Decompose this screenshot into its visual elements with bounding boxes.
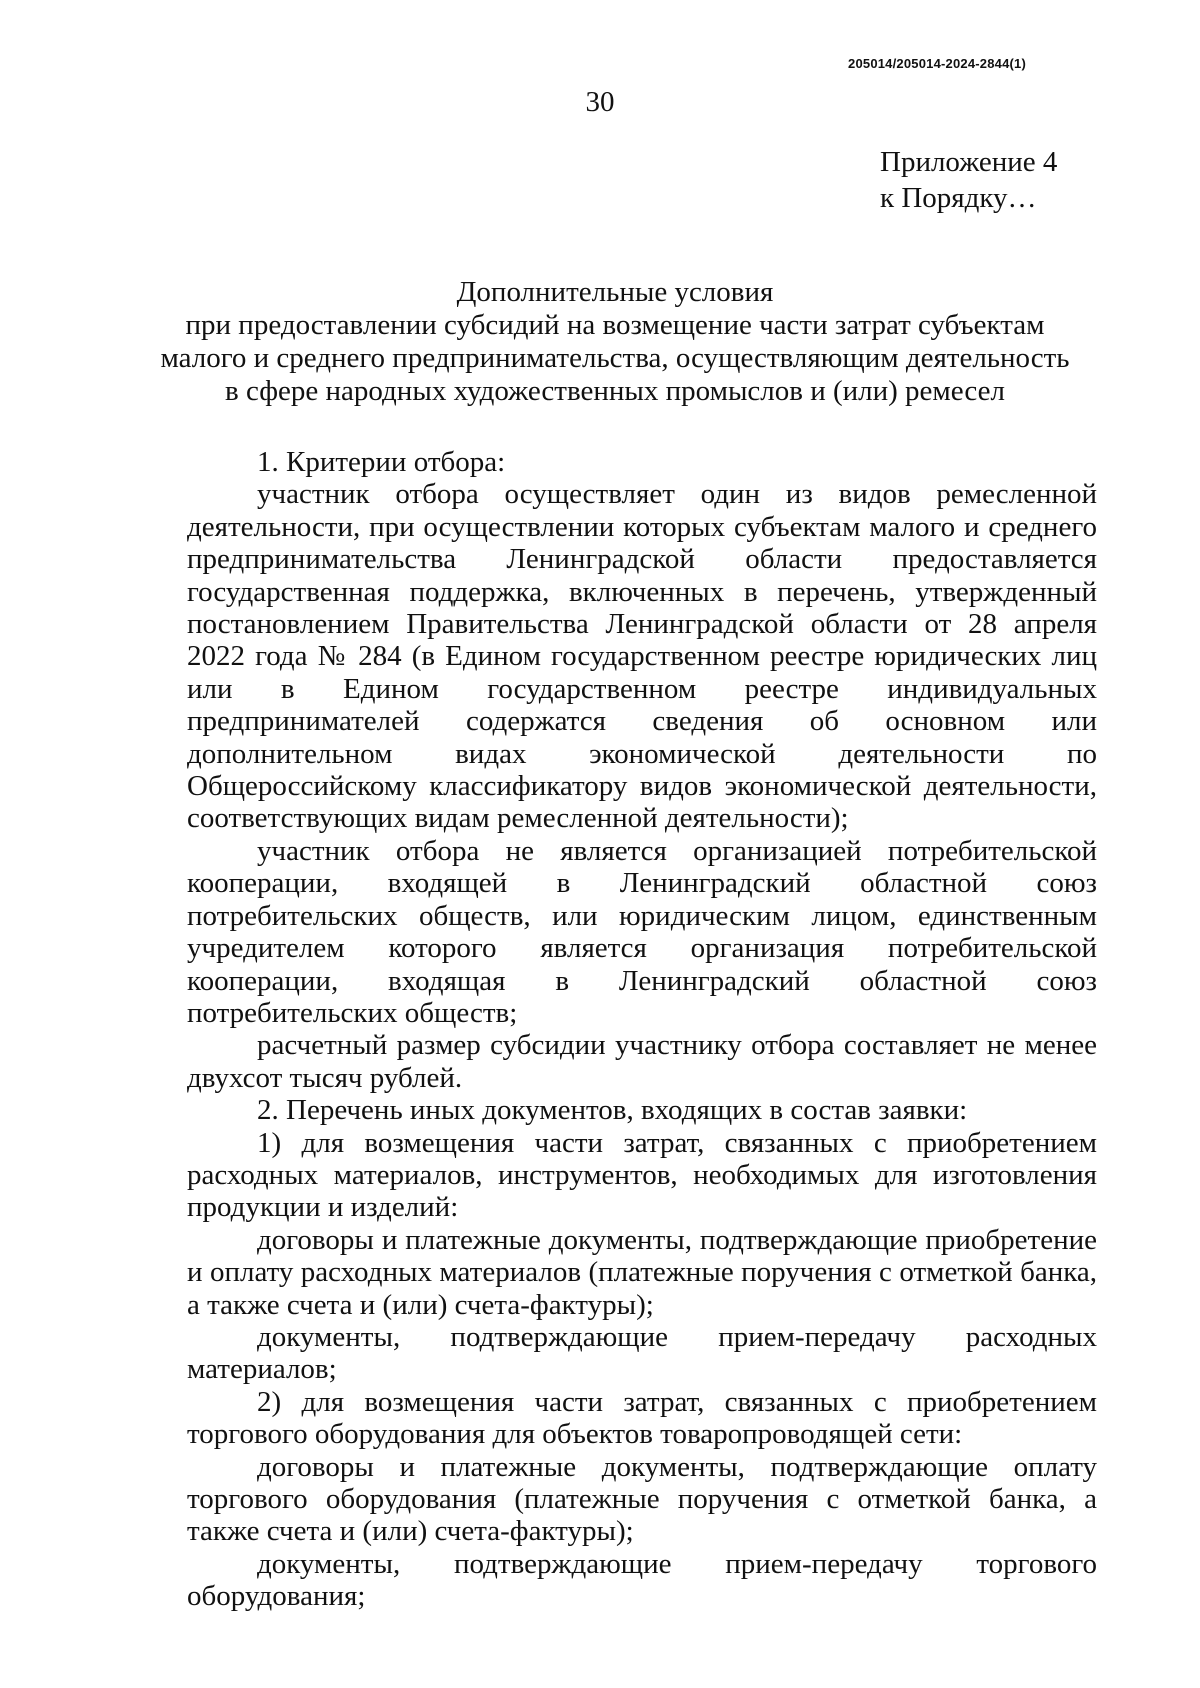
paragraph-item-1-contracts: договоры и платежные документы, подтверждающие приобретение и оплату расходных материалов (платежные поручения с отметкой банка, а также счета и (или) счета-фактуры); [187,1223,1097,1321]
title-line-2: при предоставлении субсидий на возмещение части затрат субъектам [185,309,1045,341]
paragraph-item-2-contracts: договоры и платежные документы, подтверждающие оплату торгового оборудования (платежные поручения с отметкой банка, а также счета и (или) счета-фактуры); [187,1450,1097,1548]
appendix-reference [880,144,1057,216]
document-title [150,276,1080,408]
title-line-3: малого и среднего предпринимательства, осуществляющим деятельность [160,342,1070,374]
page-number: 30 [585,86,615,118]
paragraph-item-1: 1) для возмещения части затрат, связанных с приобретением расходных материалов, инструментов, необходимых для изготовления продукции и изделий: [187,1126,1097,1224]
document-id: 205014/205014-2024-2844(1) [848,56,1026,71]
paragraph-documents-heading: 2. Перечень иных документов, входящих в состав заявки: [257,1094,968,1127]
appendix-line-2: к Порядку… [880,182,1037,214]
paragraph-item-1-transfer: документы, подтверждающие прием-передачу расходных материалов; [187,1320,1097,1386]
title-line-1: Дополнительные условия [456,276,774,308]
title-line-4: в сфере народных художественных промыслов и (или) ремесел [225,375,1005,407]
paragraph-criterion-2: участник отбора не является организацией потребительской кооперации, входящей в Ленинградский областной союз потребительских обществ, или юридическим лицом, единственным учредителем которого является организация потребительской кооперации, входящая в Ленинградский областной союз потребительских обществ; [187,834,1097,1029]
paragraph-criteria-heading: 1. Критерии отбора: [257,446,506,478]
appendix-line-1: Приложение 4 [880,146,1058,178]
paragraph-criterion-3: расчетный размер субсидии участнику отбора составляет не менее двухсот тысяч рублей. [187,1029,1097,1094]
paragraph-item-2-transfer: документы, подтверждающие прием-передачу торгового оборудования; [187,1547,1097,1613]
paragraph-item-2: 2) для возмещения части затрат, связанных с приобретением торгового оборудования для объектов товаропроводящей сети: [187,1385,1097,1451]
document-body [187,446,1097,1613]
paragraph-criterion-1: участник отбора осуществляет один из видов ремесленной деятельности, при осуществлении которых субъектам малого и среднего предпринимательства Ленинградской области предоставляется государственная поддержка, включенных в перечень, утвержденный постановлением Правительства Ленинградской области от 28 апреля 2022 года № 284 (в Едином государственном реестре юридических лиц или в Едином государственном реестре индивидуальных предпринимателей содержатся сведения об основном или дополнительном видах экономической деятельности по Общероссийскому классификатору видов экономической деятельности, соответствующих видам ремесленной деятельности); [187,478,1097,835]
